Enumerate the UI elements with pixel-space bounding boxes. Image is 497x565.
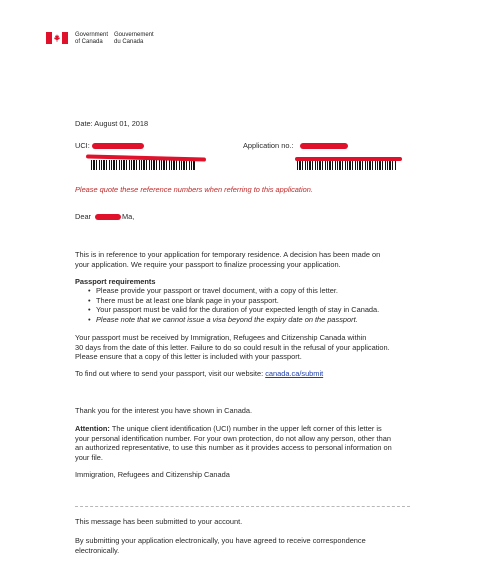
intro-line-2: your application. We require your passport to finalize processing your application.	[75, 259, 341, 269]
gouvernement-du-canada-fr	[114, 32, 154, 45]
attention-label: Attention:	[75, 424, 110, 433]
gov-fr-line1: Gouvernement	[114, 32, 154, 38]
attention-line-4: your file.	[75, 452, 103, 462]
requirements-list	[96, 286, 379, 324]
find-out-text: To find out where to send your passport, visit our website:	[75, 369, 264, 378]
name-redaction	[95, 214, 121, 220]
uci-label: UCI:	[75, 141, 90, 150]
salutation-start: Dear	[75, 212, 92, 221]
signature: Immigration, Refugees and Citizenship Canada	[75, 470, 230, 479]
find-out-line	[75, 369, 323, 379]
requirements-heading: Passport requirements	[75, 277, 156, 286]
consent-paragraph	[75, 536, 366, 555]
consent-line-2: electronically.	[75, 545, 120, 555]
consent-line-1: By submitting your application electronically, you have agreed to receive correspondence	[75, 536, 366, 545]
deadline-line-3: Please ensure that a copy of this letter is included with your passport.	[75, 352, 302, 362]
uci-barcode	[91, 160, 196, 170]
attention-line-2: your personal identification number. For your own protection, do not allow any person, other than	[75, 433, 391, 443]
thank-you-line: Thank you for the interest you have shown in Canada.	[75, 406, 253, 415]
uci-redaction	[92, 143, 144, 149]
attention-line-1	[75, 424, 392, 434]
gov-fr-line2: du Canada	[114, 38, 144, 45]
website-link[interactable]: canada.ca/submit	[265, 369, 324, 378]
gov-en-line2: of Canada	[75, 38, 103, 45]
requirement-item: • There must be at least one blank page in your passport.	[96, 296, 379, 306]
submitted-notice: This message has been submitted to your account.	[75, 517, 243, 526]
deadline-line-1: Your passport must be received by Immigration, Refugees and Citizenship Canada within	[75, 333, 367, 342]
application-number-redaction	[300, 143, 348, 149]
canada-flag-icon	[46, 32, 68, 44]
application-barcode-redaction	[295, 157, 402, 161]
application-barcode	[297, 160, 397, 170]
quote-reference-notice: Please quote these reference numbers when referring to this application.	[75, 185, 313, 194]
requirement-item: • Your passport must be valid for the duration of your expected length of stay in Canada.	[96, 305, 379, 315]
footer-divider	[75, 506, 410, 507]
deadline-paragraph	[75, 333, 390, 362]
requirement-note: • Please note that we cannot issue a visa beyond the expiry date on the passport.	[96, 315, 379, 325]
salutation-end: Ma,	[122, 212, 135, 221]
government-of-canada-en	[75, 32, 108, 45]
attention-paragraph	[75, 424, 392, 462]
letter-date: Date: August 01, 2018	[75, 119, 149, 128]
attention-text-1: The unique client identification (UCI) number in the upper left corner of this letter is	[111, 424, 382, 433]
requirement-item: • Please provide your passport or travel document, with a copy of this letter.	[96, 286, 379, 296]
attention-line-3: an authorized representative, to use this number as it provides access to personal information on	[75, 443, 392, 453]
application-number-label: Application no.:	[243, 141, 294, 150]
deadline-line-2: 30 days from the date of this letter. Failure to do so could result in the refusal of your application.	[75, 342, 390, 352]
intro-line-1: This is in reference to your application for temporary residence. A decision has been made on	[75, 250, 381, 259]
intro-paragraph	[75, 250, 380, 269]
gov-en-line1: Government	[75, 32, 109, 38]
